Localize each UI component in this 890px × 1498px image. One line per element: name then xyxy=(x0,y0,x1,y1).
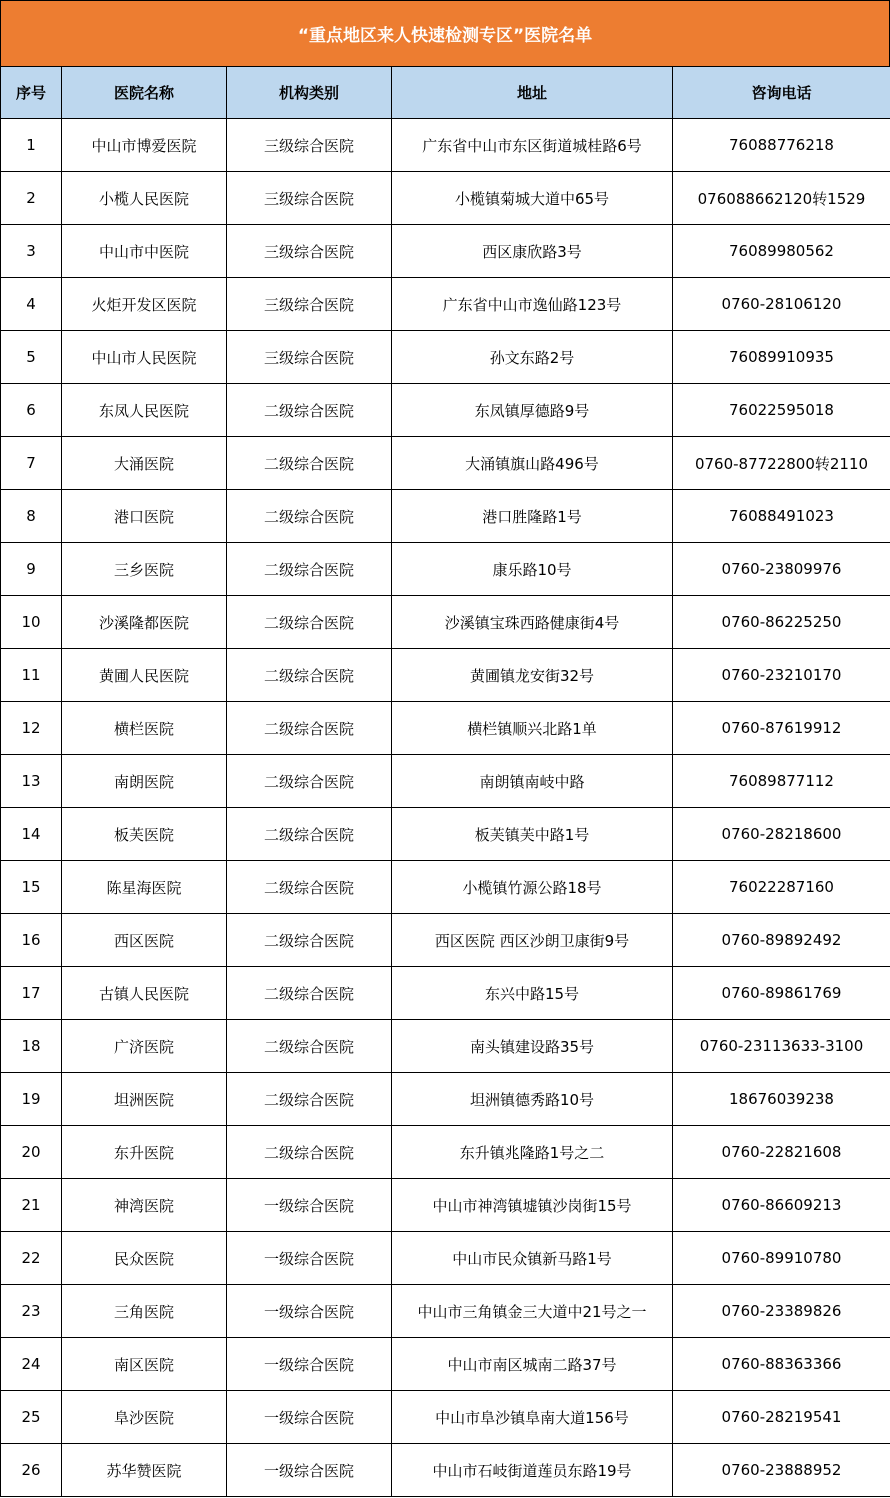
cell-address: 黄圃镇龙安街32号 xyxy=(392,649,673,702)
cell-address: 坦洲镇德秀路10号 xyxy=(392,1073,673,1126)
cell-index: 15 xyxy=(1,861,62,914)
cell-index: 19 xyxy=(1,1073,62,1126)
cell-address: 板芙镇芙中路1号 xyxy=(392,808,673,861)
cell-address: 中山市阜沙镇阜南大道156号 xyxy=(392,1391,673,1444)
cell-institution-type: 二级综合医院 xyxy=(227,808,392,861)
cell-index: 3 xyxy=(1,225,62,278)
cell-hospital-name: 东升医院 xyxy=(62,1126,227,1179)
cell-institution-type: 一级综合医院 xyxy=(227,1232,392,1285)
cell-address: 大涌镇旗山路496号 xyxy=(392,437,673,490)
cell-hospital-name: 小榄人民医院 xyxy=(62,172,227,225)
cell-index: 4 xyxy=(1,278,62,331)
cell-institution-type: 三级综合医院 xyxy=(227,278,392,331)
cell-index: 26 xyxy=(1,1444,62,1497)
cell-phone: 76088776218 xyxy=(673,119,890,172)
cell-index: 13 xyxy=(1,755,62,808)
cell-phone: 76089910935 xyxy=(673,331,890,384)
cell-address: 孙文东路2号 xyxy=(392,331,673,384)
cell-address: 沙溪镇宝珠西路健康街4号 xyxy=(392,596,673,649)
cell-institution-type: 二级综合医院 xyxy=(227,861,392,914)
cell-address: 西区医院 西区沙朗卫康街9号 xyxy=(392,914,673,967)
cell-index: 9 xyxy=(1,543,62,596)
cell-index: 2 xyxy=(1,172,62,225)
table-row xyxy=(1,490,890,543)
cell-phone: 0760-28219541 xyxy=(673,1391,890,1444)
hospital-table xyxy=(0,66,890,1497)
cell-hospital-name: 三角医院 xyxy=(62,1285,227,1338)
cell-index: 11 xyxy=(1,649,62,702)
cell-hospital-name: 广济医院 xyxy=(62,1020,227,1073)
table-row xyxy=(1,1020,890,1073)
cell-index: 22 xyxy=(1,1232,62,1285)
cell-phone: 0760-23210170 xyxy=(673,649,890,702)
cell-index: 14 xyxy=(1,808,62,861)
cell-address: 港口胜隆路1号 xyxy=(392,490,673,543)
cell-address: 小榄镇竹源公路18号 xyxy=(392,861,673,914)
cell-hospital-name: 神湾医院 xyxy=(62,1179,227,1232)
cell-index: 17 xyxy=(1,967,62,1020)
header-index: 序号 xyxy=(1,67,62,119)
cell-address: 中山市民众镇新马路1号 xyxy=(392,1232,673,1285)
cell-institution-type: 二级综合医院 xyxy=(227,1020,392,1073)
cell-hospital-name: 古镇人民医院 xyxy=(62,967,227,1020)
cell-institution-type: 二级综合医院 xyxy=(227,702,392,755)
table-row xyxy=(1,649,890,702)
cell-address: 小榄镇菊城大道中65号 xyxy=(392,172,673,225)
table-row xyxy=(1,1338,890,1391)
cell-hospital-name: 沙溪隆都医院 xyxy=(62,596,227,649)
cell-address: 广东省中山市逸仙路123号 xyxy=(392,278,673,331)
table-row xyxy=(1,967,890,1020)
table-row xyxy=(1,914,890,967)
table-row xyxy=(1,278,890,331)
cell-hospital-name: 黄圃人民医院 xyxy=(62,649,227,702)
cell-address: 广东省中山市东区街道城桂路6号 xyxy=(392,119,673,172)
cell-phone: 76022595018 xyxy=(673,384,890,437)
cell-phone: 0760-23809976 xyxy=(673,543,890,596)
cell-hospital-name: 阜沙医院 xyxy=(62,1391,227,1444)
cell-index: 18 xyxy=(1,1020,62,1073)
cell-address: 南头镇建设路35号 xyxy=(392,1020,673,1073)
cell-index: 10 xyxy=(1,596,62,649)
cell-index: 8 xyxy=(1,490,62,543)
cell-institution-type: 二级综合医院 xyxy=(227,649,392,702)
cell-institution-type: 二级综合医院 xyxy=(227,914,392,967)
cell-phone: 076088662120转1529 xyxy=(673,172,890,225)
table-row xyxy=(1,437,890,490)
table-row xyxy=(1,384,890,437)
cell-institution-type: 二级综合医院 xyxy=(227,1126,392,1179)
cell-address: 中山市石岐街道莲员东路19号 xyxy=(392,1444,673,1497)
cell-institution-type: 三级综合医院 xyxy=(227,331,392,384)
cell-institution-type: 二级综合医院 xyxy=(227,967,392,1020)
table-row xyxy=(1,702,890,755)
cell-address: 中山市南区城南二路37号 xyxy=(392,1338,673,1391)
table-row xyxy=(1,1285,890,1338)
cell-phone: 0760-88363366 xyxy=(673,1338,890,1391)
cell-phone: 0760-86225250 xyxy=(673,596,890,649)
table-row xyxy=(1,119,890,172)
cell-institution-type: 三级综合医院 xyxy=(227,172,392,225)
cell-phone: 0760-87722800转2110 xyxy=(673,437,890,490)
cell-phone: 76089877112 xyxy=(673,755,890,808)
cell-hospital-name: 横栏医院 xyxy=(62,702,227,755)
cell-phone: 0760-28218600 xyxy=(673,808,890,861)
header-phone: 咨询电话 xyxy=(673,67,890,119)
cell-phone: 0760-87619912 xyxy=(673,702,890,755)
cell-hospital-name: 南区医院 xyxy=(62,1338,227,1391)
cell-address: 中山市神湾镇墟镇沙岗街15号 xyxy=(392,1179,673,1232)
cell-hospital-name: 三乡医院 xyxy=(62,543,227,596)
cell-phone: 0760-22821608 xyxy=(673,1126,890,1179)
cell-index: 16 xyxy=(1,914,62,967)
cell-address: 横栏镇顺兴北路1单 xyxy=(392,702,673,755)
cell-address: 东升镇兆隆路1号之二 xyxy=(392,1126,673,1179)
cell-phone: 0760-89910780 xyxy=(673,1232,890,1285)
cell-phone: 0760-23389826 xyxy=(673,1285,890,1338)
header-hospital-name: 医院名称 xyxy=(62,67,227,119)
cell-address: 东凤镇厚德路9号 xyxy=(392,384,673,437)
cell-hospital-name: 苏华赞医院 xyxy=(62,1444,227,1497)
cell-phone: 76088491023 xyxy=(673,490,890,543)
cell-institution-type: 二级综合医院 xyxy=(227,596,392,649)
cell-institution-type: 一级综合医院 xyxy=(227,1285,392,1338)
table-row xyxy=(1,543,890,596)
cell-institution-type: 二级综合医院 xyxy=(227,755,392,808)
cell-institution-type: 一级综合医院 xyxy=(227,1338,392,1391)
cell-phone: 0760-86609213 xyxy=(673,1179,890,1232)
cell-phone: 0760-89861769 xyxy=(673,967,890,1020)
cell-phone: 76089980562 xyxy=(673,225,890,278)
cell-index: 12 xyxy=(1,702,62,755)
cell-hospital-name: 火炬开发区医院 xyxy=(62,278,227,331)
cell-index: 7 xyxy=(1,437,62,490)
table-row xyxy=(1,331,890,384)
table-row xyxy=(1,172,890,225)
cell-institution-type: 一级综合医院 xyxy=(227,1444,392,1497)
cell-hospital-name: 中山市中医院 xyxy=(62,225,227,278)
cell-hospital-name: 陈星海医院 xyxy=(62,861,227,914)
table-row xyxy=(1,1444,890,1497)
cell-phone: 0760-28106120 xyxy=(673,278,890,331)
cell-phone: 0760-23113633-3100 xyxy=(673,1020,890,1073)
header-institution-type: 机构类别 xyxy=(227,67,392,119)
cell-address: 南朗镇南岐中路 xyxy=(392,755,673,808)
cell-institution-type: 二级综合医院 xyxy=(227,437,392,490)
table-row xyxy=(1,861,890,914)
cell-institution-type: 三级综合医院 xyxy=(227,225,392,278)
table-row xyxy=(1,808,890,861)
cell-address: 中山市三角镇金三大道中21号之一 xyxy=(392,1285,673,1338)
cell-institution-type: 二级综合医院 xyxy=(227,543,392,596)
cell-index: 6 xyxy=(1,384,62,437)
cell-phone: 76022287160 xyxy=(673,861,890,914)
cell-hospital-name: 中山市人民医院 xyxy=(62,331,227,384)
cell-index: 21 xyxy=(1,1179,62,1232)
table-row xyxy=(1,1391,890,1444)
cell-hospital-name: 中山市博爱医院 xyxy=(62,119,227,172)
cell-index: 25 xyxy=(1,1391,62,1444)
cell-index: 1 xyxy=(1,119,62,172)
cell-institution-type: 二级综合医院 xyxy=(227,384,392,437)
cell-phone: 0760-23888952 xyxy=(673,1444,890,1497)
table-row xyxy=(1,1126,890,1179)
cell-phone: 18676039238 xyxy=(673,1073,890,1126)
cell-index: 20 xyxy=(1,1126,62,1179)
cell-hospital-name: 南朗医院 xyxy=(62,755,227,808)
cell-address: 东兴中路15号 xyxy=(392,967,673,1020)
cell-hospital-name: 东凤人民医院 xyxy=(62,384,227,437)
table-row xyxy=(1,1232,890,1285)
table-row xyxy=(1,755,890,808)
table-body xyxy=(1,119,890,1497)
header-row xyxy=(1,67,890,119)
cell-institution-type: 一级综合医院 xyxy=(227,1179,392,1232)
cell-hospital-name: 大涌医院 xyxy=(62,437,227,490)
cell-hospital-name: 民众医院 xyxy=(62,1232,227,1285)
cell-institution-type: 二级综合医院 xyxy=(227,490,392,543)
header-address: 地址 xyxy=(392,67,673,119)
cell-institution-type: 二级综合医院 xyxy=(227,1073,392,1126)
table-row xyxy=(1,1073,890,1126)
table-row xyxy=(1,596,890,649)
cell-phone: 0760-89892492 xyxy=(673,914,890,967)
cell-hospital-name: 西区医院 xyxy=(62,914,227,967)
cell-hospital-name: 板芙医院 xyxy=(62,808,227,861)
cell-address: 西区康欣路3号 xyxy=(392,225,673,278)
cell-institution-type: 三级综合医院 xyxy=(227,119,392,172)
cell-hospital-name: 坦洲医院 xyxy=(62,1073,227,1126)
table-row xyxy=(1,1179,890,1232)
cell-hospital-name: 港口医院 xyxy=(62,490,227,543)
table-row xyxy=(1,225,890,278)
cell-index: 24 xyxy=(1,1338,62,1391)
cell-institution-type: 一级综合医院 xyxy=(227,1391,392,1444)
table-title: “重点地区来人快速检测专区”医院名单 xyxy=(0,0,890,66)
cell-index: 5 xyxy=(1,331,62,384)
cell-address: 康乐路10号 xyxy=(392,543,673,596)
cell-index: 23 xyxy=(1,1285,62,1338)
